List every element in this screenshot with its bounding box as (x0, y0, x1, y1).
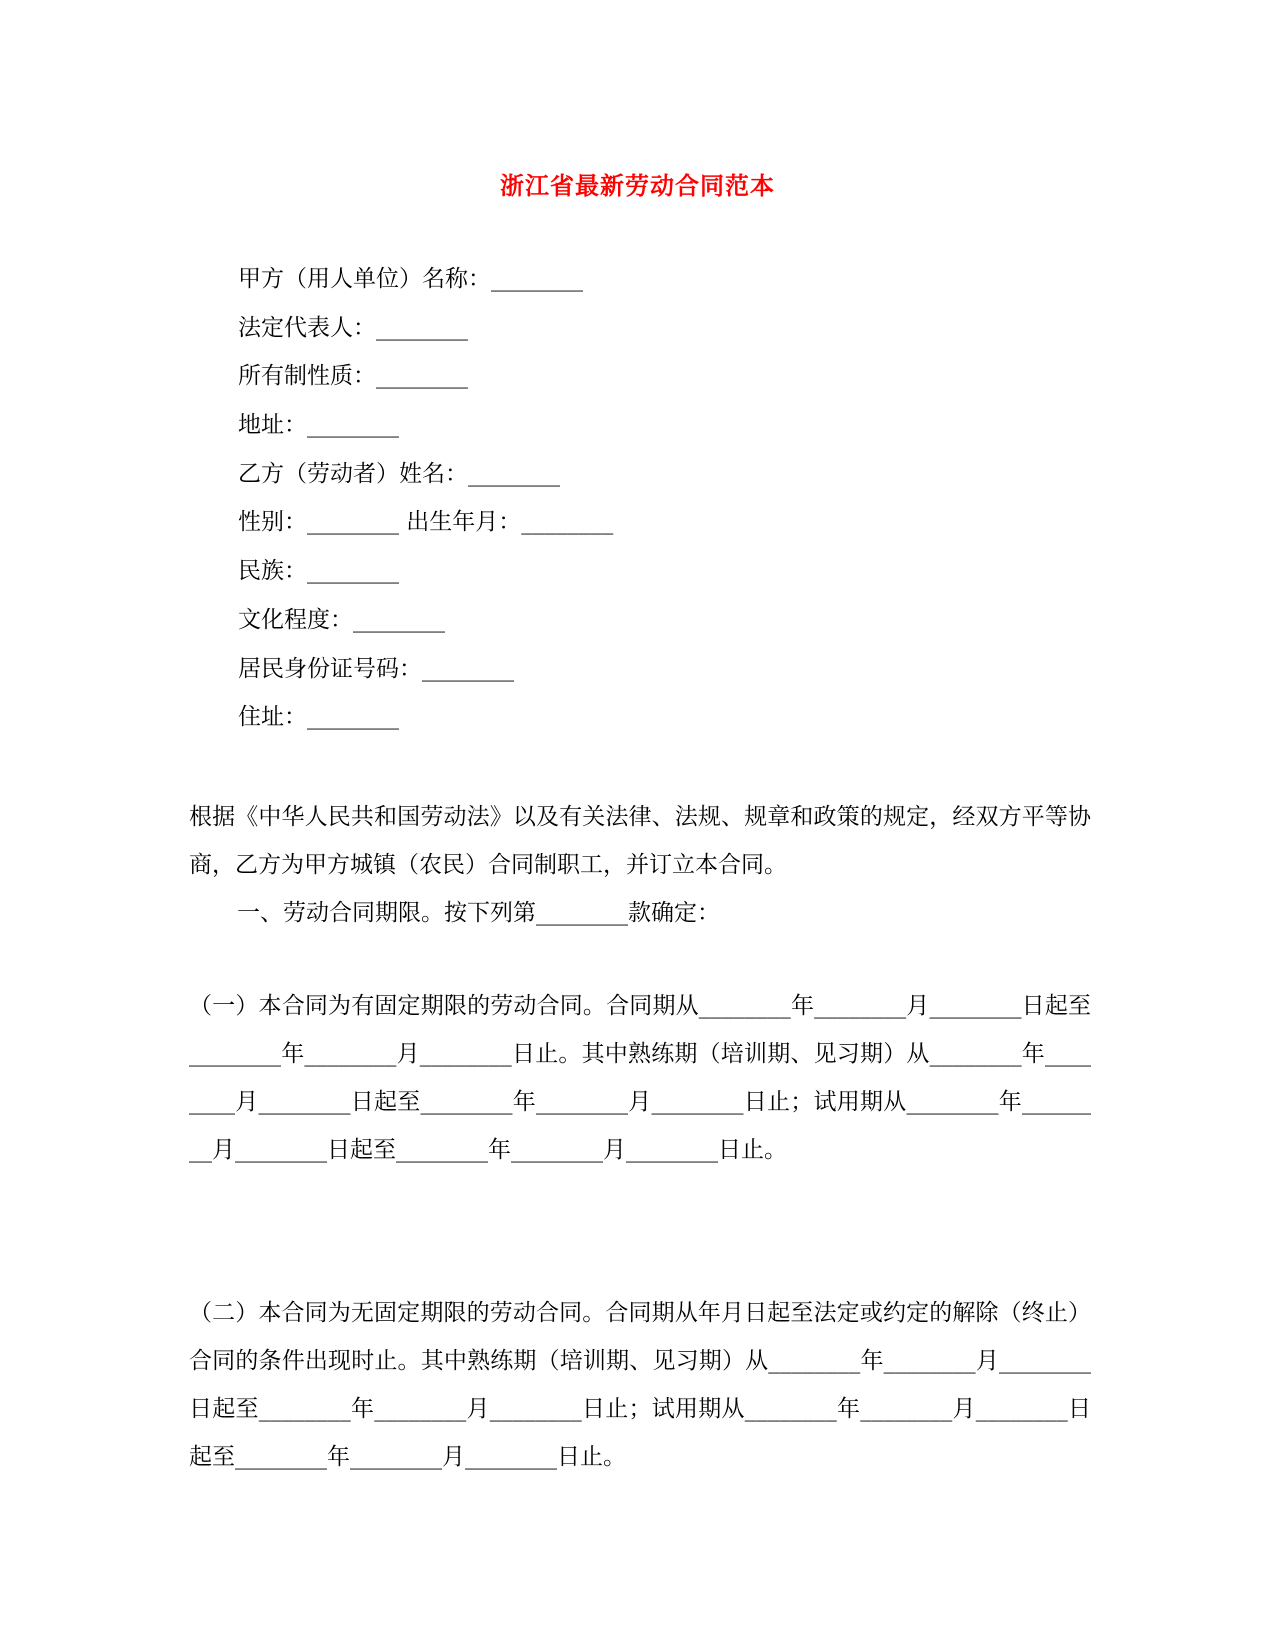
field-legal-representative: 法定代表人：________ (238, 314, 468, 341)
field-ethnicity: 民族：________ (238, 558, 399, 585)
field-employee-name: 乙方（劳动者）姓名：________ (238, 460, 560, 487)
clause-1-2-paragraph: （二）本合同为无固定期限的劳动合同。合同期从年月日起至法定或约定的解除（终止）合同的条件出现时止。其中熟练期（培训期、见习期）从________年________月________日起至________年________月________日止；试用期从________年________月________日起至________年________月________日止。 (189, 1300, 1091, 1470)
field-education: 文化程度：________ (238, 606, 445, 633)
preamble-paragraph: 根据《中华人民共和国劳动法》以及有关法律、法规、规章和政策的规定，经双方平等协商，乙方为甲方城镇（农民）合同制职工，并订立本合同。 (189, 804, 1091, 878)
clause-1-heading: 一、劳动合同期限。按下列第________款确定： (237, 900, 720, 926)
field-employee-address: 住址：________ (238, 704, 399, 731)
field-employer-name: 甲方（用人单位）名称：________ (238, 266, 583, 292)
field-ownership-type: 所有制性质：________ (238, 363, 468, 390)
document-title: 浙江省最新劳动合同范本 (500, 171, 775, 200)
field-employer-address: 地址：________ (238, 412, 399, 439)
party-info-fields (238, 262, 1138, 749)
field-id-number: 居民身份证号码：________ (238, 655, 514, 682)
field-gender-birth: 性别：________ 出生年月：________ (238, 509, 614, 536)
preamble-section (189, 793, 1091, 937)
clause-1-1-section (189, 982, 1091, 1174)
clause-1-1-paragraph: （一）本合同为有固定期限的劳动合同。合同期从________年________月________日起至________年________月________日止。其中熟练期（培训期、见习期）从________年________月________日起至________年________月________日止；试用期从________年________月________日起至________年________月________日止。 (189, 993, 1091, 1163)
clause-1-2-section (189, 1289, 1091, 1481)
